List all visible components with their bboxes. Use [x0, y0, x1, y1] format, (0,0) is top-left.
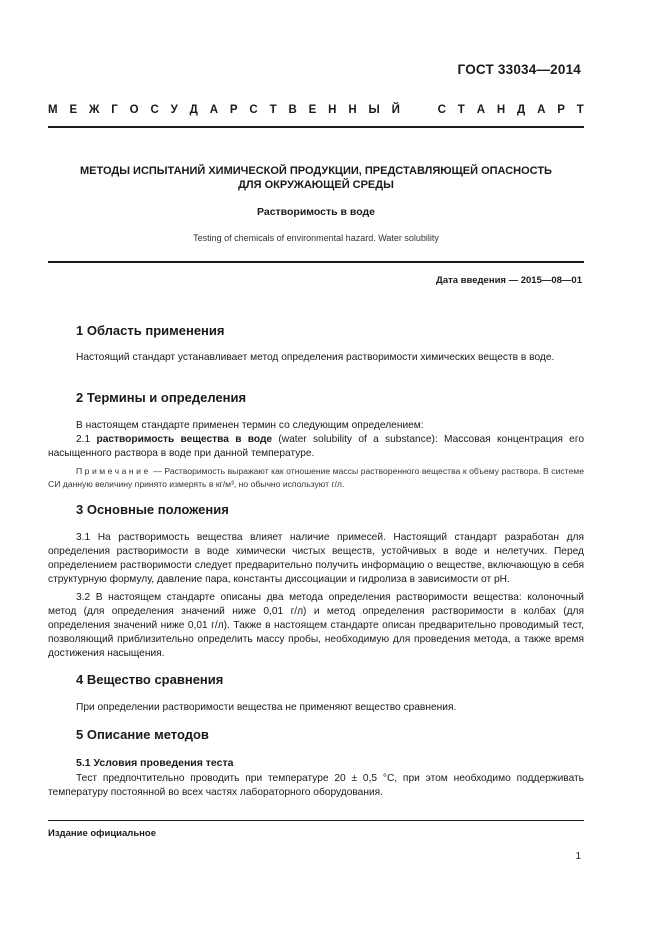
heading-letter: С — [249, 104, 258, 116]
term-definition — [48, 433, 584, 461]
section-4-heading: 4 Вещество сравнения — [76, 672, 224, 687]
heading-letter: Т — [576, 104, 584, 116]
note-label: Примечание — [76, 466, 151, 476]
heading-letter: Е — [308, 104, 317, 116]
footer-rule — [48, 820, 584, 821]
section-3-paragraph-1: 3.1 На растворимость вещества влияет наличие примесей. Настоящий стандарт разработан для определения растворимости в воде химически чистых веществ, устойчивых в воде и нелетучих. Перед определением растворимости следует предварительно получить информацию о веществе, включающую в себя структурную формулу, давление пара, константы диссоциации и гидролиза в зависимости от pH. — [48, 532, 584, 585]
section-5-1-text: Тест предпочтительно проводить при температуре 20 ± 0,5 °С, при этом необходимо поддерживать температуру постоянной во всех частях лабораторного оборудования. — [48, 773, 584, 798]
introduction-date: Дата введения — 2015—08—01 — [436, 275, 582, 286]
heading-letter: Р — [557, 104, 565, 116]
heading-letter: Д — [189, 104, 198, 116]
title-rule — [48, 261, 584, 263]
heading-letter: Ж — [88, 104, 100, 116]
heading-letter: В — [288, 104, 297, 116]
header-rule — [48, 126, 584, 128]
section-2-intro: В настоящем стандарте применен термин со следующим определением: — [76, 420, 424, 431]
standard-code: ГОСТ 33034—2014 — [457, 62, 581, 77]
term-number: 2.1 — [76, 434, 91, 445]
heading-letter: А — [476, 104, 485, 116]
edition-label: Издание официальное — [48, 828, 156, 839]
heading-letter: Г — [111, 104, 118, 116]
heading-letter: А — [209, 104, 219, 116]
note-text: — Растворимость выражают как отношение массы растворенного вещества к объему раствора. В системе СИ данную величину принято измерять в кг/м³, но обычно используют г/л. — [48, 466, 584, 489]
heading-letter: У — [170, 104, 178, 116]
section-4-text: При определении растворимости вещества не применяют вещество сравнения. — [76, 702, 457, 713]
standard-type-heading — [48, 104, 584, 116]
heading-letter: С — [437, 104, 446, 116]
heading-letter: Ы — [368, 104, 380, 116]
english-title: Testing of chemicals of environmental hazard. Water solubility — [193, 233, 439, 243]
heading-letter: Й — [391, 104, 400, 116]
heading-gap — [412, 104, 426, 116]
document-subtitle: Растворимость в воде — [256, 206, 375, 218]
section-5-heading: 5 Описание методов — [76, 727, 209, 742]
note — [48, 465, 584, 491]
heading-letter: Н — [328, 104, 337, 116]
section-1-text: Настоящий стандарт устанавливает метод определения растворимости химических веществ в воде. — [76, 352, 555, 363]
document-title — [48, 164, 584, 192]
section-3-heading: 3 Основные положения — [76, 502, 229, 517]
page-number: 1 — [575, 851, 581, 862]
heading-letter: Н — [348, 104, 357, 116]
title-line-2: ДЛЯ ОКРУЖАЮЩЕЙ СРЕДЫ — [238, 179, 394, 191]
heading-letter: Т — [269, 104, 277, 116]
heading-letter: С — [150, 104, 159, 116]
heading-letter: Т — [457, 104, 465, 116]
heading-letter: Д — [517, 104, 526, 116]
term-name: растворимость вещества в воде — [96, 434, 273, 445]
heading-letter: М — [48, 104, 58, 116]
heading-letter: Н — [496, 104, 506, 116]
heading-letter: Е — [69, 104, 78, 116]
title-line-1: МЕТОДЫ ИСПЫТАНИЙ ХИМИЧЕСКОЙ ПРОДУКЦИИ, ПРЕДСТАВЛЯЮЩЕЙ ОПАСНОСТЬ — [80, 165, 552, 177]
section-1-heading: 1 Область применения — [76, 323, 225, 338]
heading-letter: А — [537, 104, 546, 116]
heading-letter: Р — [229, 104, 238, 116]
heading-letter: О — [129, 104, 139, 116]
section-5-1-heading: 5.1 Условия проведения теста — [76, 757, 234, 769]
section-3-paragraph-2: 3.2 В настоящем стандарте описаны два метода определения растворимости вещества: колоночный метод (для определения значений ниже 0,01 г/л) и метод определения растворимости в колбах (для определения значений ниже 0,01 г/л). Также в настоящем стандарте описан предварительно проводимый тест, позволяющий приблизительно определить массу пробы, необходимую для проведения метода, а также время достижения насыщения. — [48, 592, 584, 659]
section-2-heading: 2 Термины и определения — [76, 390, 247, 405]
term-definition-text: (water solubility of a substance): Массовая концентрация его насыщенного раствора в воде при данной температуре. — [48, 434, 585, 459]
